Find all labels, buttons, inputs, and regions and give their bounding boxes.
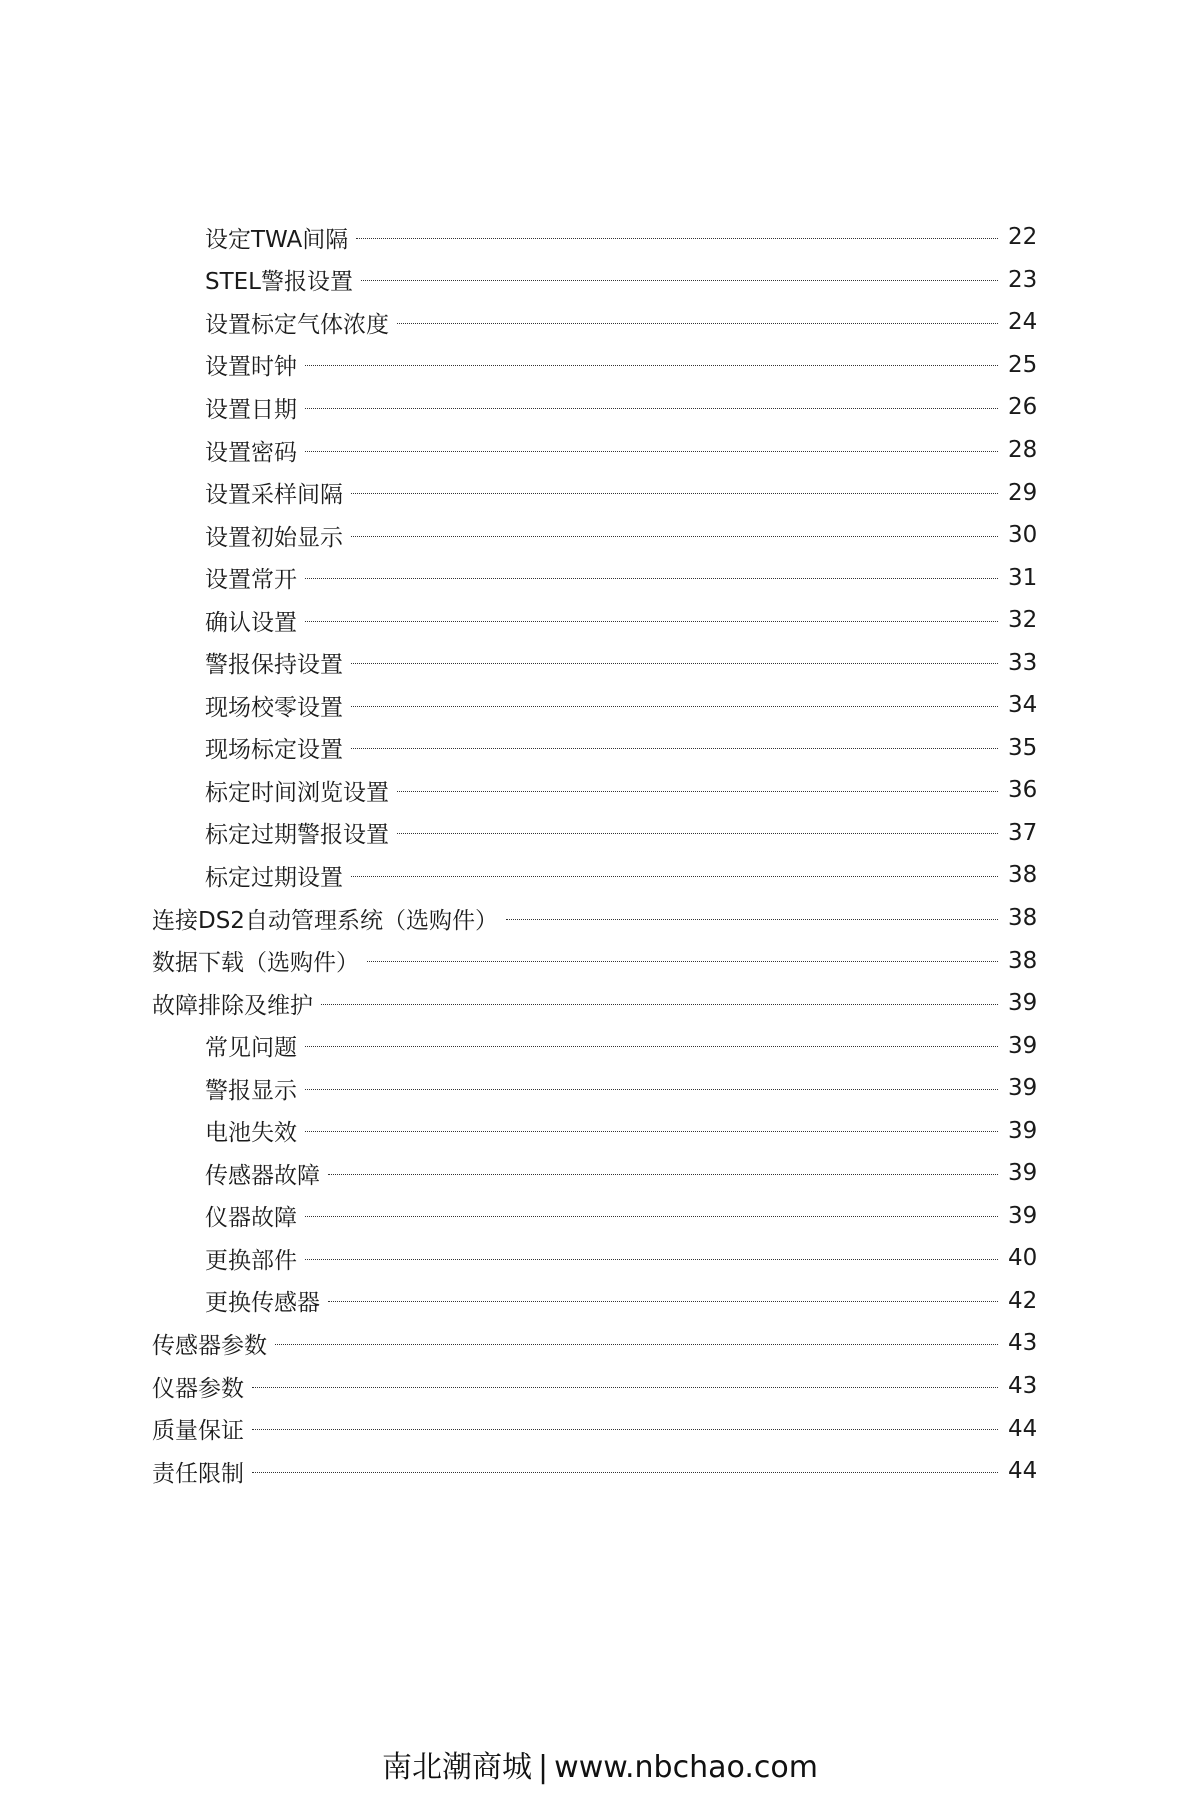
toc-entry[interactable] <box>0 684 1200 727</box>
toc-entry-page: 33 <box>1008 649 1038 676</box>
toc-entry-title: 现场标定设置 <box>205 737 343 764</box>
toc-entry[interactable] <box>0 599 1200 642</box>
toc-entry-page: 39 <box>1008 1160 1038 1187</box>
toc-entry[interactable] <box>0 939 1200 982</box>
toc-entry-page: 37 <box>1008 819 1038 846</box>
dot-leader <box>305 365 998 366</box>
toc-entry-page: 32 <box>1008 607 1038 634</box>
dot-leader <box>305 1259 998 1260</box>
toc-entry-title: 设置密码 <box>205 439 297 466</box>
footer-brand: 南北潮商城 <box>382 1750 533 1785</box>
toc-entry-page: 34 <box>1008 692 1038 719</box>
toc-entry[interactable] <box>0 386 1200 429</box>
footer-separator: | <box>538 1750 549 1785</box>
toc-entry[interactable] <box>0 429 1200 472</box>
toc-entry-title: 仪器故障 <box>205 1205 297 1232</box>
dot-leader <box>367 961 998 962</box>
toc-entry[interactable] <box>0 216 1200 259</box>
toc-entry[interactable] <box>0 1024 1200 1067</box>
toc-entry-title: 传感器参数 <box>152 1332 267 1359</box>
toc-entry[interactable] <box>0 982 1200 1025</box>
toc-entry-page: 39 <box>1008 1117 1038 1144</box>
dot-leader <box>321 1004 998 1005</box>
dot-leader <box>275 1344 998 1345</box>
toc-entry-page: 22 <box>1008 224 1038 251</box>
toc-entry-page: 42 <box>1008 1287 1038 1314</box>
toc-entry-page: 26 <box>1008 394 1038 421</box>
dot-leader <box>305 578 998 579</box>
toc-entry[interactable] <box>0 812 1200 855</box>
toc-entry-title: 连接DS2自动管理系统（选购件） <box>152 907 498 934</box>
dot-leader <box>351 663 998 664</box>
dot-leader <box>305 621 998 622</box>
footer-url[interactable]: www.nbchao.com <box>554 1750 818 1785</box>
toc-entry[interactable] <box>0 301 1200 344</box>
toc-entry-title: 质量保证 <box>152 1418 244 1445</box>
toc-entry[interactable] <box>0 641 1200 684</box>
dot-leader <box>305 408 998 409</box>
toc-entry[interactable] <box>0 1109 1200 1152</box>
toc-entry-title: 更换部件 <box>205 1247 297 1274</box>
dot-leader <box>305 1131 998 1132</box>
dot-leader <box>252 1387 998 1388</box>
dot-leader <box>305 1089 998 1090</box>
toc-entry-title: 标定过期警报设置 <box>205 822 389 849</box>
toc-entry-page: 43 <box>1008 1373 1038 1400</box>
toc-entry[interactable] <box>0 1152 1200 1195</box>
toc-entry-title: 确认设置 <box>205 609 297 636</box>
toc-entry-title: 设置采样间隔 <box>205 482 343 509</box>
dot-leader <box>397 323 998 324</box>
toc-entry[interactable] <box>0 259 1200 302</box>
dot-leader <box>351 706 998 707</box>
toc-entry[interactable] <box>0 1280 1200 1323</box>
toc-entry-title: 设置初始显示 <box>205 524 343 551</box>
toc-entry-page: 43 <box>1008 1330 1038 1357</box>
dot-leader <box>351 536 998 537</box>
toc-entry[interactable] <box>0 344 1200 387</box>
toc-entry[interactable] <box>0 556 1200 599</box>
toc-entry-title: 更换传感器 <box>205 1290 320 1317</box>
toc-entry[interactable] <box>0 1195 1200 1238</box>
toc-entry[interactable] <box>0 769 1200 812</box>
dot-leader <box>506 919 998 920</box>
toc-entry-title: 数据下载（选购件） <box>152 950 359 977</box>
dot-leader <box>305 1216 998 1217</box>
toc-entry-page: 39 <box>1008 1075 1038 1102</box>
dot-leader <box>252 1472 998 1473</box>
toc-entry-title: 标定过期设置 <box>205 864 343 891</box>
toc-entry-title: 传感器故障 <box>205 1162 320 1189</box>
dot-leader <box>397 833 998 834</box>
dot-leader <box>351 876 998 877</box>
toc-entry[interactable] <box>0 854 1200 897</box>
toc-entry-page: 44 <box>1008 1458 1038 1485</box>
toc-entry[interactable] <box>0 1322 1200 1365</box>
toc-entry-title: 设置常开 <box>205 567 297 594</box>
toc-entry-title: 设置时钟 <box>205 354 297 381</box>
toc-entry-title: 设定TWA间隔 <box>205 226 349 253</box>
toc-entry-page: 39 <box>1008 1032 1038 1059</box>
toc-entry-title: 责任限制 <box>152 1460 244 1487</box>
toc-entry-page: 31 <box>1008 564 1038 591</box>
toc-entry[interactable] <box>0 1237 1200 1280</box>
toc-entry-title: 警报显示 <box>205 1077 297 1104</box>
dot-leader <box>356 238 998 239</box>
toc-entry-title: 设置标定气体浓度 <box>205 311 389 338</box>
dot-leader <box>252 1429 998 1430</box>
toc-entry-page: 25 <box>1008 351 1038 378</box>
dot-leader <box>305 451 998 452</box>
toc-entry-title: 常见问题 <box>205 1035 297 1062</box>
toc-entry[interactable] <box>0 1450 1200 1493</box>
toc-entry[interactable] <box>0 514 1200 557</box>
footer <box>0 1742 1200 1786</box>
toc-entry-title: 故障排除及维护 <box>152 992 313 1019</box>
dot-leader <box>328 1301 998 1302</box>
dot-leader <box>351 748 998 749</box>
toc-entry-page: 38 <box>1008 947 1038 974</box>
toc-entry-page: 39 <box>1008 1202 1038 1229</box>
toc-entry-title: 电池失效 <box>205 1120 297 1147</box>
toc-entry-title: 设置日期 <box>205 396 297 423</box>
toc-entry-page: 29 <box>1008 479 1038 506</box>
toc-entry-page: 38 <box>1008 905 1038 932</box>
toc-entry-page: 39 <box>1008 990 1038 1017</box>
dot-leader <box>397 791 998 792</box>
toc-entry-page: 30 <box>1008 522 1038 549</box>
toc-entry[interactable] <box>0 897 1200 940</box>
toc-entry-page: 23 <box>1008 266 1038 293</box>
toc-entry-page: 40 <box>1008 1245 1038 1272</box>
toc-entry[interactable] <box>0 1407 1200 1450</box>
toc-entry-title: 警报保持设置 <box>205 652 343 679</box>
toc-entry[interactable] <box>0 1067 1200 1110</box>
toc-entry-title: 仪器参数 <box>152 1375 244 1402</box>
toc-entry[interactable] <box>0 1365 1200 1408</box>
dot-leader <box>328 1174 998 1175</box>
table-of-contents <box>0 216 1200 1492</box>
toc-entry[interactable] <box>0 471 1200 514</box>
dot-leader <box>361 280 998 281</box>
dot-leader <box>305 1046 998 1047</box>
toc-entry-title: 现场校零设置 <box>205 694 343 721</box>
toc-entry-page: 24 <box>1008 309 1038 336</box>
toc-entry-page: 38 <box>1008 862 1038 889</box>
dot-leader <box>351 493 998 494</box>
toc-entry-page: 44 <box>1008 1415 1038 1442</box>
toc-entry-page: 28 <box>1008 437 1038 463</box>
toc-entry[interactable] <box>0 727 1200 770</box>
toc-entry-title: 标定时间浏览设置 <box>205 779 389 806</box>
toc-entry-title: STEL警报设置 <box>205 269 353 296</box>
toc-entry-page: 35 <box>1008 734 1038 761</box>
toc-entry-page: 36 <box>1008 777 1038 804</box>
